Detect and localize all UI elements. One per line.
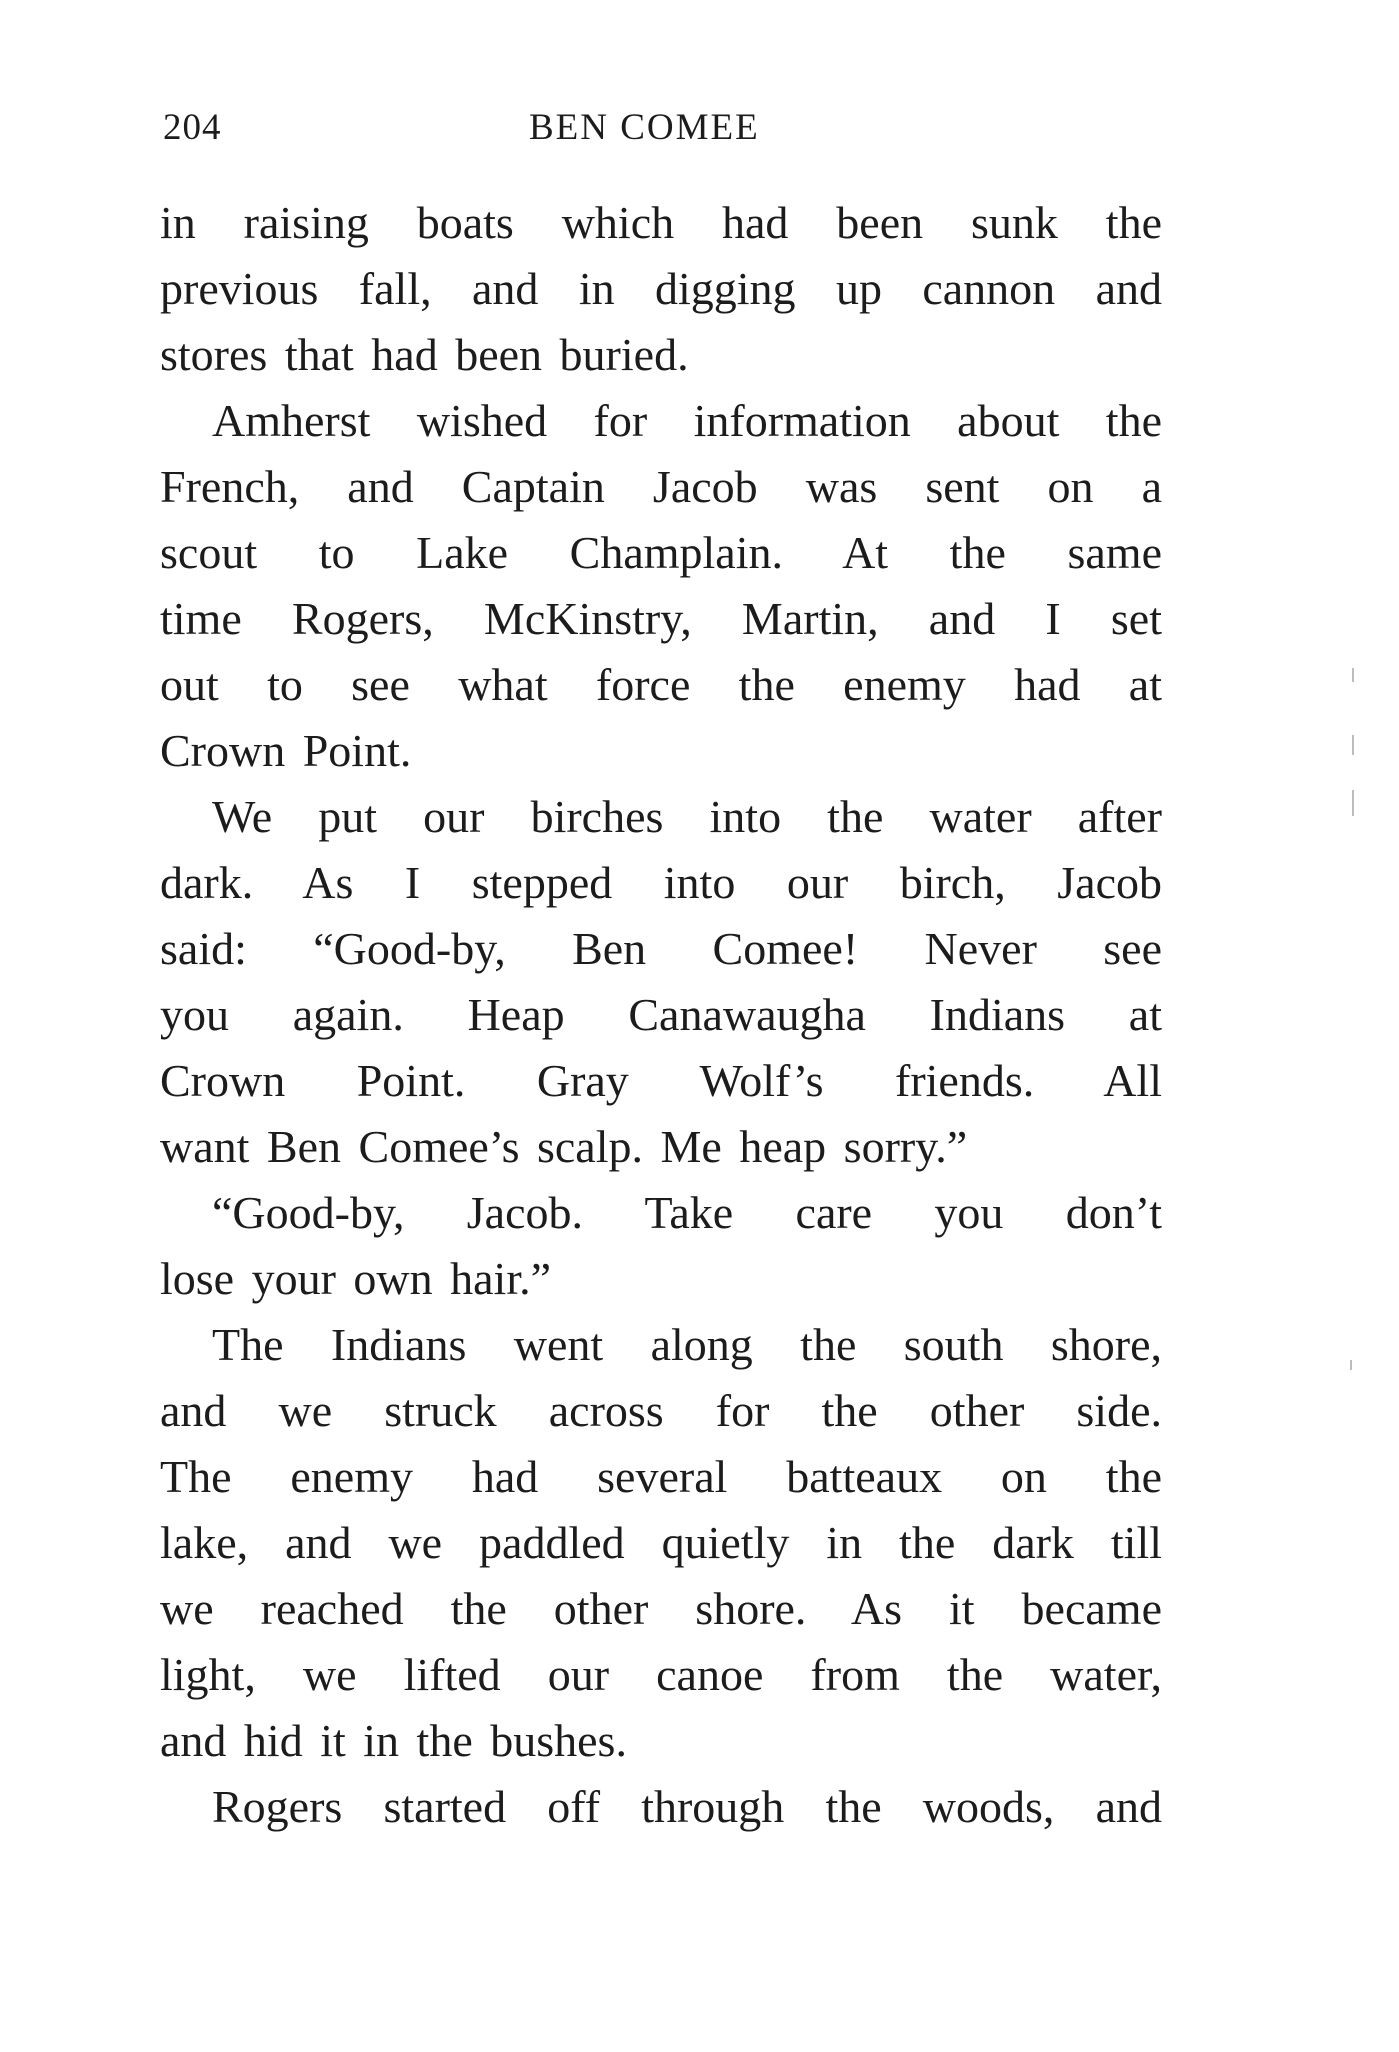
scan-speck	[1352, 790, 1354, 816]
text-line: dark. As I stepped into our birch, Jacob	[160, 857, 1162, 908]
text-line: light, we lifted our canoe from the water,	[160, 1649, 1162, 1700]
scan-speck	[1350, 1360, 1352, 1370]
text-line: we reached the other shore. As it became	[160, 1583, 1162, 1634]
text-line: Crown Point. Gray Wolf’s friends. All	[160, 1055, 1162, 1106]
text-line: want Ben Comee’s scalp. Me heap sorry.”	[160, 1121, 968, 1172]
text-line: lake, and we paddled quietly in the dark till	[160, 1517, 1162, 1568]
text-line: “Good-by, Jacob. Take care you don’t	[212, 1187, 1162, 1238]
text-line: scout to Lake Champlain. At the same	[160, 527, 1162, 578]
text-line: Crown Point.	[160, 725, 412, 776]
text-line: The Indians went along the south shore,	[212, 1319, 1162, 1370]
text-line: and we struck across for the other side.	[160, 1385, 1162, 1436]
text-line: and hid it in the bushes.	[160, 1715, 627, 1766]
paragraph	[160, 1312, 1162, 1774]
text-line: time Rogers, McKinstry, Martin, and I set	[160, 593, 1162, 644]
text-line: previous fall, and in digging up cannon and	[160, 263, 1162, 314]
text-line: said: “Good-by, Ben Comee! Never see	[160, 923, 1162, 974]
paragraph	[160, 1774, 1162, 1840]
text-line: French, and Captain Jacob was sent on a	[160, 461, 1162, 512]
text-line: Rogers started off through the woods, and	[212, 1781, 1162, 1832]
text-line: The enemy had several batteaux on the	[160, 1451, 1162, 1502]
text-line: out to see what force the enemy had at	[160, 659, 1162, 710]
text-line: you again. Heap Canawaugha Indians at	[160, 989, 1162, 1040]
text-line: stores that had been buried.	[160, 329, 689, 380]
page-number: 204	[163, 107, 222, 148]
paragraph	[160, 784, 1162, 1180]
text-line: We put our birches into the water after	[212, 791, 1162, 842]
text-line: in raising boats which had been sunk the	[160, 197, 1162, 248]
text-line: lose your own hair.”	[160, 1253, 552, 1304]
running-head: BEN COMEE	[529, 107, 760, 148]
body-text	[160, 190, 1162, 1840]
paragraph	[160, 190, 1162, 388]
paragraph	[160, 388, 1162, 784]
text-line: Amherst wished for information about the	[212, 395, 1162, 446]
scan-speck	[1352, 668, 1354, 682]
scan-speck	[1352, 735, 1354, 755]
page-header	[163, 100, 1165, 160]
paragraph	[160, 1180, 1162, 1312]
